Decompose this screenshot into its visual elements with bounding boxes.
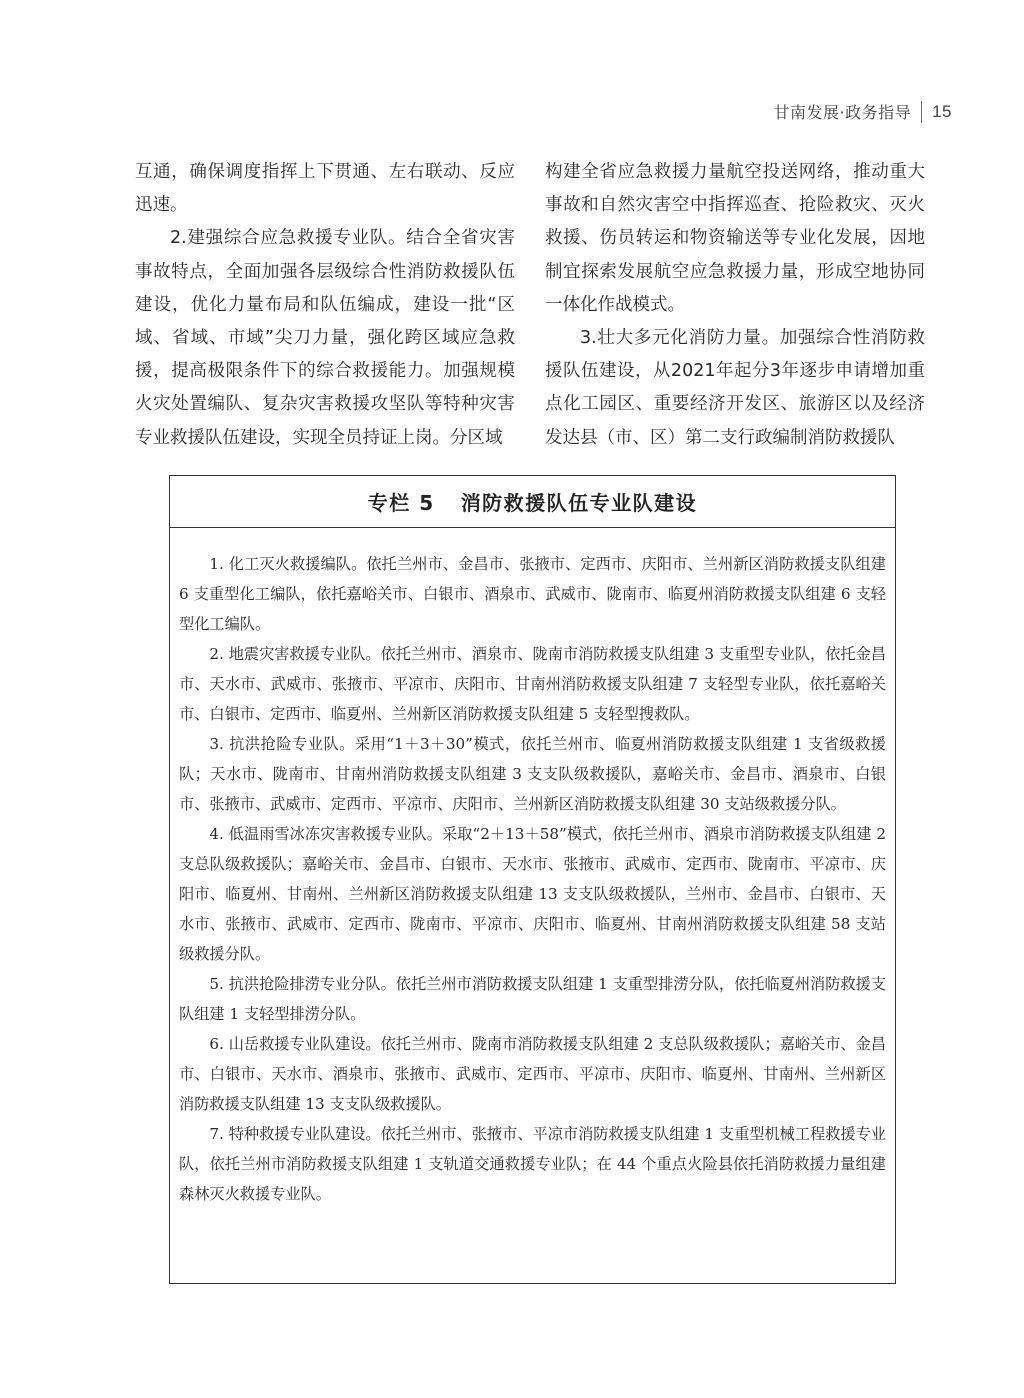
box-title <box>170 476 895 528</box>
box-item: 2. 地震灾害救援专业队。依托兰州市、酒泉市、陇南市消防救援支队组建 3 支重型专业队，依托金昌市、天水市、武威市、张掖市、平凉市、庆阳市、甘南州消防救援支队组建 7 支轻型专业队，依托嘉峪关市、白银市、定西市、临夏州、兰州新区消防救援支队组建 5 支轻型搜救队。 <box>179 645 886 723</box>
box-item: 3. 抗洪抢险专业队。采用“1＋3＋30”模式，依托兰州市、临夏州消防救援支队组建 1 支省级救援队；天水市、陇南市、甘南州消防救援支队组建 3 支支队级救援队，嘉峪关市、金昌市、酒泉市、白银市、张掖市、武威市、定西市、平凉市、庆阳市、兰州新区消防救援支队组建 30 支站级救援分队。 <box>179 735 886 813</box>
right-column <box>545 156 925 455</box>
box-item: 5. 抗洪抢险排涝专业分队。依托兰州市消防救援支队组建 1 支重型排涝分队，依托临夏州消防救援支队组建 1 支轻型排涝分队。 <box>179 975 886 1023</box>
page-number: 15 <box>932 101 952 121</box>
running-header <box>773 100 952 123</box>
paragraph: 2.建强综合应急救援专业队。结合全省灾害事故特点，全面加强各层级综合性消防救援队伍建设，优化力量布局和队伍编成，建设一批“区域、省域、市域”尖刀力量，强化跨区域应急救援，提高极限条件下的综合救援能力。加强规模火灾处置编队、复杂灾害救援攻坚队等特种灾害专业救援队伍建设，实现全员持证上岗。分区域 <box>135 228 515 448</box>
sidebar-box <box>169 475 896 1284</box>
box-item: 6. 山岳救援专业队建设。依托兰州市、陇南市消防救援支队组建 2 支总队级救援队；嘉峪关市、金昌市、白银市、天水市、酒泉市、张掖市、武威市、定西市、平凉市、庆阳市、临夏州、甘南州、兰州新区消防救援支队组建 13 支支队级救援队。 <box>179 1035 886 1113</box>
paragraph: 互通，确保调度指挥上下贯通、左右联动、反应迅速。 <box>135 162 515 216</box>
box-item: 7. 特种救援专业队建设。依托兰州市、张掖市、平凉市消防救援支队组建 1 支重型机械工程救援专业队，依托兰州市消防救援支队组建 1 支轨道交通救援专业队；在 44 个重点火险县依托消防救援力量组建森林灭火救援专业队。 <box>179 1125 886 1203</box>
header-divider <box>921 101 922 123</box>
box-title-text: 消防救援队伍专业队建设 <box>460 491 698 515</box>
box-item: 4. 低温雨雪冰冻灾害救援专业队。采取“2＋13＋58”模式，依托兰州市、酒泉市消防救援支队组建 2 支总队级救援队；嘉峪关市、金昌市、白银市、天水市、张掖市、武威市、定西市、陇南市、平凉市、庆阳市、临夏州、甘南州、兰州新区消防救援支队组建 13 支支队级救援队，兰州市、金昌市、白银市、天水市、张掖市、武威市、定西市、陇南市、平凉市、庆阳市、临夏州、甘南州消防救援支队组建 58 支站级救援分队。 <box>179 825 886 963</box>
left-column <box>135 156 515 455</box>
paragraph: 构建全省应急救援力量航空投送网络，推动重大事故和自然灾害空中指挥巡查、抢险救灾、灭火救援、伤员转运和物资输送等专业化发展，因地制宜探索发展航空应急救援力量，形成空地协同一体化作战模式。 <box>545 162 925 315</box>
section-title: 甘南发展·政务指导 <box>773 103 912 122</box>
box-item: 1. 化工灭火救援编队。依托兰州市、金昌市、张掖市、定西市、庆阳市、兰州新区消防救援支队组建 6 支重型化工编队，依托嘉峪关市、白银市、酒泉市、武威市、陇南市、临夏州消防救援支队组建 6 支轻型化工编队。 <box>179 555 886 633</box>
paragraph: 3.壮大多元化消防力量。加强综合性消防救援队伍建设，从2021年起分3年逐步申请增加重点化工园区、重要经济开发区、旅游区以及经济发达县（市、区）第二支行政编制消防救援队 <box>545 328 925 448</box>
box-title-number: 专栏 5 <box>367 491 435 515</box>
box-body <box>170 528 895 1209</box>
